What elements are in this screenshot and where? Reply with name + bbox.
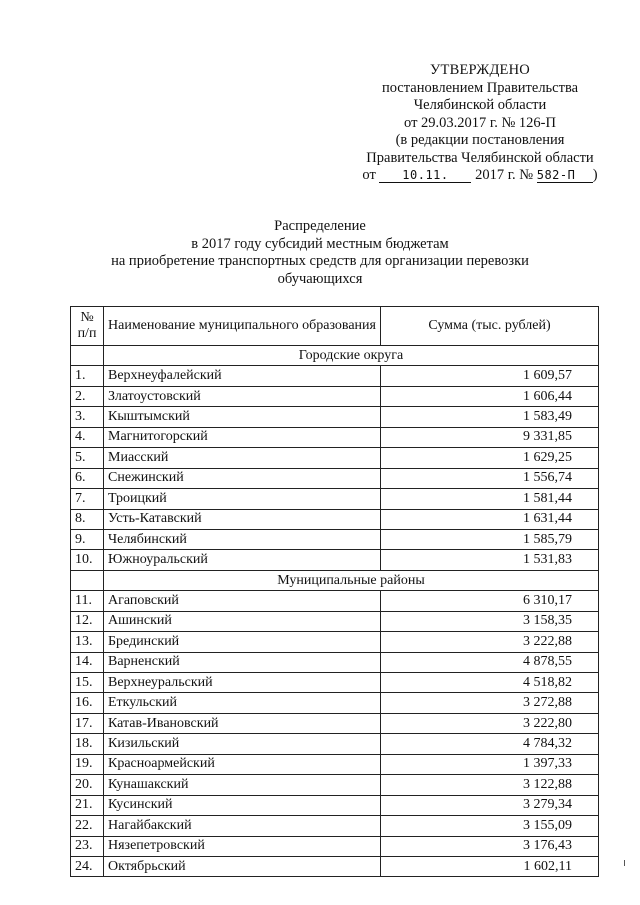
table-row bbox=[71, 366, 599, 386]
row-amount: 3 272,88 bbox=[381, 693, 599, 713]
section-empty-cell bbox=[71, 346, 104, 366]
row-municipality: Кунашакский bbox=[104, 775, 381, 795]
row-municipality: Катав-Ивановский bbox=[104, 713, 381, 733]
row-municipality: Красноармейский bbox=[104, 754, 381, 774]
row-amount: 4 518,82 bbox=[381, 673, 599, 693]
row-number: 23. bbox=[71, 836, 104, 856]
row-municipality: Снежинский bbox=[104, 468, 381, 488]
column-header-name: Наименование муниципального образования bbox=[104, 307, 381, 346]
close-paren: ) bbox=[592, 167, 598, 183]
table-row bbox=[71, 448, 599, 468]
section-row bbox=[71, 570, 599, 590]
table-header-row bbox=[71, 307, 599, 346]
row-number: 10. bbox=[71, 550, 104, 570]
row-municipality: Троицкий bbox=[104, 489, 381, 509]
row-municipality: Кизильский bbox=[104, 734, 381, 754]
table-row bbox=[71, 795, 599, 815]
distribution-table bbox=[70, 306, 599, 877]
row-municipality: Варненский bbox=[104, 652, 381, 672]
row-number: 22. bbox=[71, 816, 104, 836]
table-row bbox=[71, 407, 599, 427]
row-amount: 1 397,33 bbox=[381, 754, 599, 774]
year-text: 2017 г. № bbox=[475, 167, 534, 183]
table-row bbox=[71, 652, 599, 672]
row-number: 2. bbox=[71, 386, 104, 406]
approval-title: УТВЕРЖДЕНО bbox=[430, 62, 530, 78]
table-row bbox=[71, 734, 599, 754]
row-number: 12. bbox=[71, 611, 104, 631]
table-row bbox=[71, 856, 599, 876]
table-row bbox=[71, 816, 599, 836]
scan-mark bbox=[624, 860, 625, 866]
section-empty-cell bbox=[71, 570, 104, 590]
header-num-sub: п/п bbox=[77, 326, 97, 341]
table-row bbox=[71, 673, 599, 693]
title-line: обучающихся bbox=[277, 270, 363, 287]
table-body bbox=[71, 346, 599, 877]
row-municipality: Еткульский bbox=[104, 693, 381, 713]
row-municipality: Кыштымский bbox=[104, 407, 381, 427]
column-header-sum: Сумма (тыс. рублей) bbox=[381, 307, 599, 346]
row-amount: 1 609,57 bbox=[381, 366, 599, 386]
document-title bbox=[100, 218, 540, 288]
row-municipality: Верхнеуральский bbox=[104, 673, 381, 693]
row-number: 8. bbox=[71, 509, 104, 529]
row-number: 11. bbox=[71, 591, 104, 611]
row-amount: 3 222,80 bbox=[381, 713, 599, 733]
row-amount: 1 531,83 bbox=[381, 550, 599, 570]
row-number: 19. bbox=[71, 754, 104, 774]
table-row bbox=[71, 529, 599, 549]
title-line: на приобретение транспортных средств для организации перевозки bbox=[111, 253, 529, 269]
row-amount: 6 310,17 bbox=[381, 591, 599, 611]
row-municipality: Миасский bbox=[104, 448, 381, 468]
row-amount: 1 585,79 bbox=[381, 529, 599, 549]
approval-block bbox=[330, 62, 630, 185]
row-municipality: Брединский bbox=[104, 632, 381, 652]
table-row bbox=[71, 427, 599, 447]
row-number: 16. bbox=[71, 693, 104, 713]
row-amount: 9 331,85 bbox=[381, 427, 599, 447]
row-amount: 1 556,74 bbox=[381, 468, 599, 488]
row-amount: 1 602,11 bbox=[381, 856, 599, 876]
date-prefix: от bbox=[362, 167, 376, 183]
row-amount: 1 629,25 bbox=[381, 448, 599, 468]
row-amount: 3 176,43 bbox=[381, 836, 599, 856]
row-amount: 1 581,44 bbox=[381, 489, 599, 509]
approval-line: (в редакции постановления bbox=[395, 132, 565, 148]
approval-line: Челябинской области bbox=[413, 97, 547, 113]
row-number: 4. bbox=[71, 427, 104, 447]
row-municipality: Магнитогорский bbox=[104, 427, 381, 447]
table-row bbox=[71, 713, 599, 733]
row-amount: 4 878,55 bbox=[381, 652, 599, 672]
section-title: Муниципальные районы bbox=[104, 570, 599, 590]
row-number: 17. bbox=[71, 713, 104, 733]
table-row bbox=[71, 468, 599, 488]
row-municipality: Агаповский bbox=[104, 591, 381, 611]
row-number: 15. bbox=[71, 673, 104, 693]
table-row bbox=[71, 754, 599, 774]
row-number: 18. bbox=[71, 734, 104, 754]
table-row bbox=[71, 550, 599, 570]
approval-line: Правительства Челябинской области bbox=[366, 149, 594, 166]
table-row bbox=[71, 693, 599, 713]
row-municipality: Златоустовский bbox=[104, 386, 381, 406]
table-row bbox=[71, 386, 599, 406]
row-number: 24. bbox=[71, 856, 104, 876]
row-municipality: Верхнеуфалейский bbox=[104, 366, 381, 386]
row-number: 21. bbox=[71, 795, 104, 815]
row-amount: 1 631,44 bbox=[381, 509, 599, 529]
section-row bbox=[71, 346, 599, 366]
row-amount: 3 222,88 bbox=[381, 632, 599, 652]
handwritten-date: 10.11. bbox=[379, 168, 471, 183]
row-municipality: Нязепетровский bbox=[104, 836, 381, 856]
table-row bbox=[71, 489, 599, 509]
table-row bbox=[71, 836, 599, 856]
approval-line: постановлением Правительства bbox=[381, 79, 579, 96]
row-municipality: Усть-Катавский bbox=[104, 509, 381, 529]
row-amount: 3 158,35 bbox=[381, 611, 599, 631]
row-number: 7. bbox=[71, 489, 104, 509]
row-amount: 1 606,44 bbox=[381, 386, 599, 406]
row-amount: 1 583,49 bbox=[381, 407, 599, 427]
table-row bbox=[71, 632, 599, 652]
table-row bbox=[71, 775, 599, 795]
row-municipality: Нагайбакский bbox=[104, 816, 381, 836]
row-number: 3. bbox=[71, 407, 104, 427]
row-number: 20. bbox=[71, 775, 104, 795]
amendment-date-line bbox=[330, 167, 630, 185]
approval-line: от 29.03.2017 г. № 126-П bbox=[404, 114, 556, 131]
row-amount: 3 155,09 bbox=[381, 816, 599, 836]
row-municipality: Октябрьский bbox=[104, 856, 381, 876]
handwritten-number: 582-П bbox=[537, 168, 593, 183]
row-amount: 4 784,32 bbox=[381, 734, 599, 754]
row-number: 6. bbox=[71, 468, 104, 488]
row-amount: 3 122,88 bbox=[381, 775, 599, 795]
row-number: 5. bbox=[71, 448, 104, 468]
row-municipality: Ашинский bbox=[104, 611, 381, 631]
row-number: 9. bbox=[71, 529, 104, 549]
row-number: 14. bbox=[71, 652, 104, 672]
table-row bbox=[71, 591, 599, 611]
row-municipality: Южноуральский bbox=[104, 550, 381, 570]
header-num-symbol: № bbox=[80, 310, 94, 325]
title-line: в 2017 году субсидий местным бюджетам bbox=[191, 235, 449, 252]
row-municipality: Кусинский bbox=[104, 795, 381, 815]
row-number: 13. bbox=[71, 632, 104, 652]
column-header-num bbox=[71, 307, 104, 346]
row-number: 1. bbox=[71, 366, 104, 386]
title-line: Распределение bbox=[274, 218, 366, 234]
row-amount: 3 279,34 bbox=[381, 795, 599, 815]
table-row bbox=[71, 509, 599, 529]
row-municipality: Челябинский bbox=[104, 529, 381, 549]
table-row bbox=[71, 611, 599, 631]
section-title: Городские округа bbox=[104, 346, 599, 366]
